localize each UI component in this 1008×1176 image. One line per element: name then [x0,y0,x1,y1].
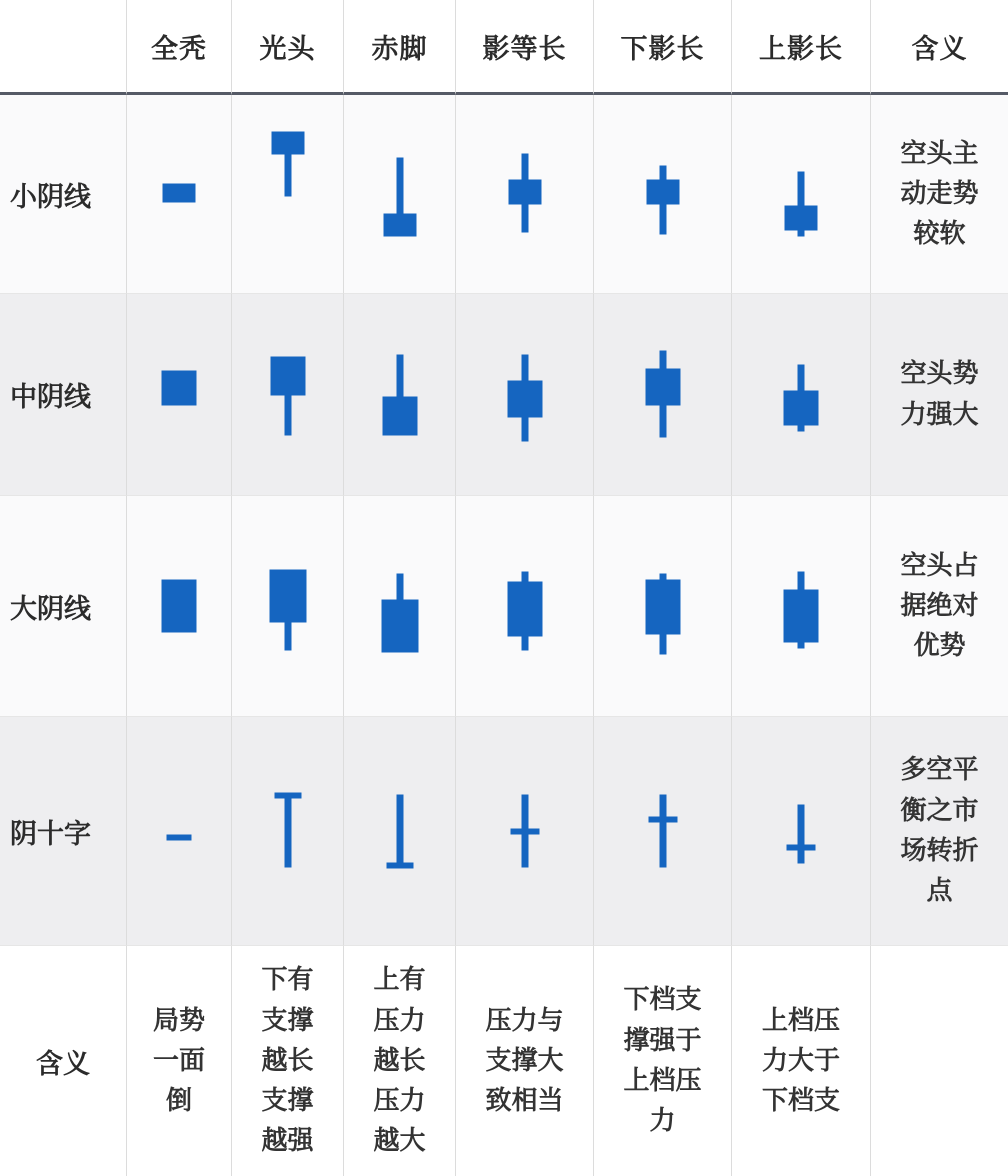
candle-large-bare-foot-icon [350,516,450,696]
candle-cell [344,294,456,496]
header-label: 影等长 [482,33,567,65]
header-bare-foot [344,0,456,95]
row-label-meaning: 含义 [0,946,127,1176]
column-meaning-cell [344,946,456,1176]
candle-medium-long-lower-icon [613,315,713,475]
header-label: 光头 [259,33,316,65]
candle-medium-long-upper-icon [751,315,851,475]
row-label-bearish-doji: 阴十字 [0,717,127,946]
column-meaning-cell [732,946,871,1176]
row-meaning: 多空平 衡之市 场转折 点 [900,755,979,907]
candle-cell [344,717,456,946]
candle-small-bare-foot-icon [350,114,450,274]
doji-bare-foot-icon [350,751,450,911]
candle-cell [594,717,732,946]
meaning-cell [871,496,1008,717]
column-meaning-cell [127,946,232,1176]
candle-cell [127,717,232,946]
header-label: 赤脚 [371,33,428,65]
meaning-cell [871,717,1008,946]
column-meaning-equal-shadows: 压力与 支撑大 致相当 [485,1005,564,1117]
candle-small-long-lower-icon [613,114,713,274]
candle-cell [232,294,344,496]
header-long-lower [594,0,732,95]
candle-cell [127,496,232,717]
candle-cell [732,95,871,294]
column-meaning-cell [456,946,594,1176]
header-label: 上影长 [759,33,843,65]
header-label: 含义 [911,33,968,65]
candle-small-bald-head-icon [238,114,338,274]
header-equal-shadows [456,0,594,95]
column-meaning-long-upper: 上档压 力大于 下档支 [761,1005,840,1117]
header-label: 全秃 [151,33,207,65]
candle-cell [456,717,594,946]
candle-large-full-bald-icon [129,516,229,696]
candle-small-full-bald-icon [129,114,229,274]
candle-cell [732,496,871,717]
candle-medium-equal-shadows-icon [475,315,575,475]
candle-cell [594,496,732,717]
header-label: 下影长 [620,33,705,65]
candle-medium-bare-foot-icon [350,315,450,475]
column-meaning-bald-head: 下有 支撑 越长 支撑 越强 [261,965,314,1157]
candle-cell [594,95,732,294]
meaning-cell [871,294,1008,496]
meaning-cell [871,95,1008,294]
row-meaning: 空头主 动走势 较软 [900,138,979,250]
header-bald-head [232,0,344,95]
row-label-small-bearish: 小阴线 [0,95,127,294]
candle-cell [127,294,232,496]
candle-large-long-upper-icon [751,516,851,696]
column-meaning-cell [594,946,732,1176]
column-meaning-cell [232,946,344,1176]
column-meaning-long-lower: 下档支 撑强于 上档压 力 [623,985,702,1137]
doji-long-upper-icon [751,751,851,911]
header-meaning [871,0,1008,95]
candle-cell [732,294,871,496]
header-full-bald [127,0,232,95]
candle-cell [594,294,732,496]
candle-medium-full-bald-icon [129,315,229,475]
column-meaning-bare-foot: 上有 压力 越长 压力 越大 [373,965,426,1157]
row-meaning: 空头占 据绝对 优势 [900,550,979,662]
candle-cell [232,496,344,717]
candle-cell [456,294,594,496]
column-meaning-cell [871,946,1008,1176]
candle-small-equal-shadows-icon [475,114,575,274]
candle-large-equal-shadows-icon [475,516,575,696]
candle-cell [456,496,594,717]
header-corner [0,0,127,95]
candle-medium-bald-head-icon [238,315,338,475]
candle-cell [456,95,594,294]
candle-cell [344,95,456,294]
column-meaning-full-bald: 局势 一面 倒 [152,1005,205,1117]
candle-cell [127,95,232,294]
candle-large-long-lower-icon [613,516,713,696]
row-label-large-bearish: 大阴线 [0,496,127,717]
candle-cell [732,717,871,946]
header-long-upper [732,0,871,95]
candle-cell [232,95,344,294]
doji-long-lower-icon [613,751,713,911]
candle-cell [344,496,456,717]
candle-large-bald-head-icon [238,516,338,696]
doji-equal-shadows-icon [475,751,575,911]
candle-cell [232,717,344,946]
doji-bald-head-icon [238,751,338,911]
row-label-medium-bearish: 中阴线 [0,294,127,496]
row-meaning: 空头势 力强大 [900,359,979,430]
doji-full-bald-icon [129,751,229,911]
candle-small-long-upper-icon [751,114,851,274]
